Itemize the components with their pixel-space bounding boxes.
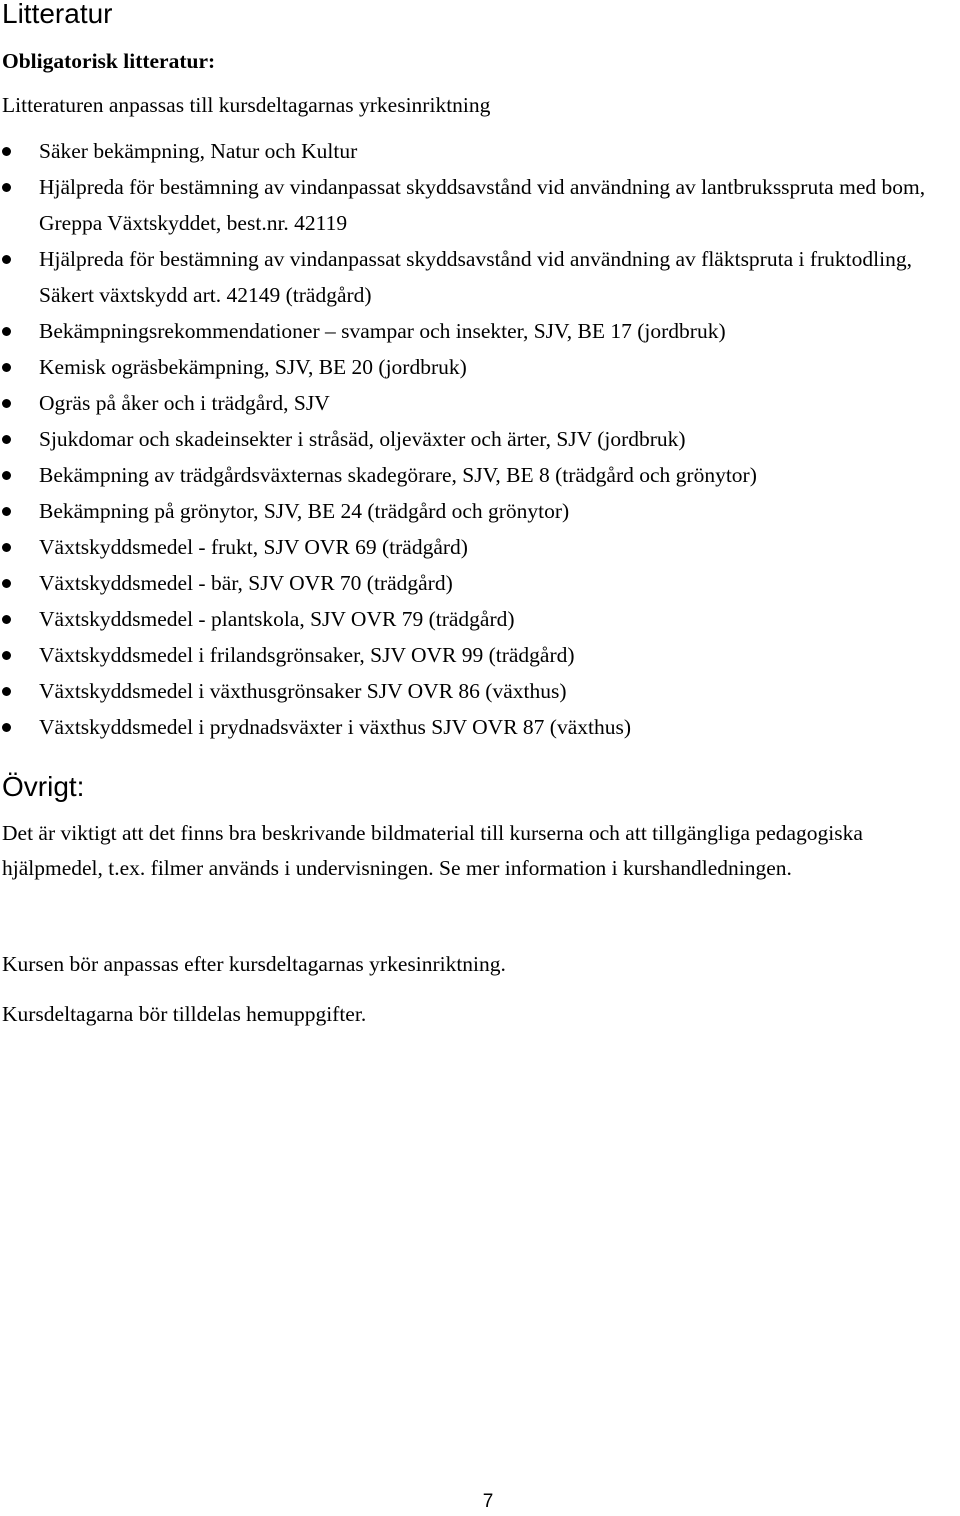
- literature-item-text: Ogräs på åker och i trädgård, SJV: [39, 391, 330, 415]
- literature-item-text: Bekämpning på grönytor, SJV, BE 24 (trädgård och grönytor): [39, 499, 570, 523]
- bullet-icon: [2, 651, 11, 660]
- literature-item-text: Kemisk ogräsbekämpning, SJV, BE 20 (jordbruk): [39, 355, 467, 379]
- bullet-icon: [2, 399, 11, 408]
- literature-item: [0, 349, 960, 385]
- page-number: 7: [482, 1491, 494, 1512]
- bullet-icon: [2, 579, 11, 588]
- literature-item-text: Växtskyddsmedel i prydnadsväxter i växthus SJV OVR 87 (växthus): [39, 715, 631, 739]
- literature-item-text: Säker bekämpning, Natur och Kultur: [39, 139, 358, 163]
- literature-item: [0, 529, 960, 565]
- paragraph-adaptation: Kursen bör anpassas efter kursdeltagarnas yrkesinriktning.: [2, 952, 506, 976]
- bullet-icon: [2, 435, 11, 444]
- section-heading-litteratur: Litteratur: [2, 0, 113, 29]
- intro-text: Litteraturen anpassas till kursdeltagarnas yrkesinriktning: [2, 93, 491, 117]
- literature-item: [0, 673, 960, 709]
- bullet-icon: [2, 687, 11, 696]
- paragraph-homework: Kursdeltagarna bör tilldelas hemuppgifter.: [2, 1002, 367, 1026]
- literature-list: [0, 133, 960, 745]
- literature-item: [0, 169, 960, 241]
- literature-item-text: Sjukdomar och skadeinsekter i stråsäd, oljeväxter och ärter, SJV (jordbruk): [39, 427, 686, 451]
- literature-item-text: Växtskyddsmedel - bär, SJV OVR 70 (trädgård): [39, 571, 453, 595]
- literature-item: [0, 565, 960, 601]
- literature-item-text: Bekämpningsrekommendationer – svampar och insekter, SJV, BE 17 (jordbruk): [39, 319, 726, 343]
- bullet-icon: [2, 507, 11, 516]
- literature-item: [0, 493, 960, 529]
- literature-item: [0, 709, 960, 745]
- bullet-icon: [2, 255, 11, 264]
- literature-item: [0, 241, 960, 313]
- literature-item-text: Växtskyddsmedel i växthusgrönsaker SJV OVR 86 (växthus): [39, 679, 567, 703]
- literature-item-text: Bekämpning av trädgårdsväxternas skadegörare, SJV, BE 8 (trädgård och grönytor): [39, 463, 757, 487]
- literature-item-text: Växtskyddsmedel i frilandsgrönsaker, SJV OVR 99 (trädgård): [39, 643, 575, 667]
- bullet-icon: [2, 147, 11, 156]
- literature-item: [0, 637, 960, 673]
- literature-item-text: Växtskyddsmedel - plantskola, SJV OVR 79 (trädgård): [39, 607, 515, 631]
- bullet-icon: [2, 363, 11, 372]
- literature-item: [0, 601, 960, 637]
- bullet-icon: [2, 471, 11, 480]
- literature-item: [0, 133, 960, 169]
- literature-item: [0, 421, 960, 457]
- literature-item: [0, 457, 960, 493]
- bullet-icon: [2, 183, 11, 192]
- bullet-icon: [2, 615, 11, 624]
- bullet-icon: [2, 723, 11, 732]
- section-heading-ovrigt: Övrigt:: [2, 771, 85, 802]
- subheading-obligatorisk: Obligatorisk litteratur:: [2, 49, 216, 73]
- literature-item: [0, 313, 960, 349]
- literature-item-text: Hjälpreda för bestämning av vindanpassat skyddsavstånd vid användning av fläktspruta i fruktodling, Säkert växtskydd art. 42149 (trädgård): [39, 247, 912, 307]
- literature-item: [0, 385, 960, 421]
- literature-item-text: Växtskyddsmedel - frukt, SJV OVR 69 (trädgård): [39, 535, 468, 559]
- bullet-icon: [2, 543, 11, 552]
- literature-item-text: Hjälpreda för bestämning av vindanpassat skyddsavstånd vid användning av lantbruksspruta med bom, Greppa Växtskyddet, best.nr. 42119: [39, 175, 926, 235]
- paragraph-materials: Det är viktigt att det finns bra beskrivande bildmaterial till kurserna och att tillgängliga pedagogiska hjälpmedel, t.ex. filmer används i undervisningen. Se mer information i kurshandledningen.: [2, 821, 863, 880]
- bullet-icon: [2, 327, 11, 336]
